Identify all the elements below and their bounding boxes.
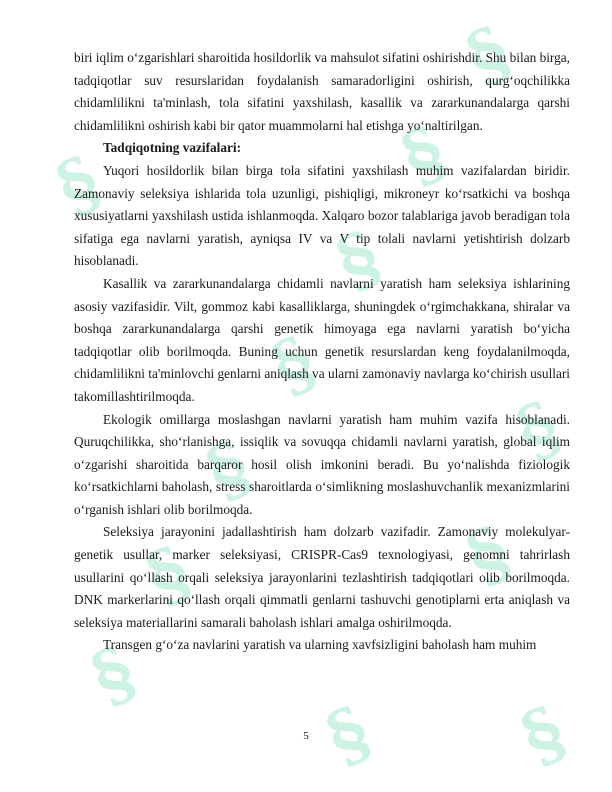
watermark-icon: §: [133, 529, 203, 620]
section-heading: Tadqiqotning vazifalari:: [103, 140, 242, 156]
watermark-icon: §: [508, 689, 578, 780]
paragraph-breeding-acceleration: Seleksiya jarayonini jadallashtirish ham dolzarb vazifadir. Zamonaviy molekulyar-genetik usullar, marker seleksiyasi, CRISPR-Cas9 texnologiyasi, genomni tahrirlash usullarini qo‘llash orqali seleksiya jarayonlarini tezlashtirish tadqiqotlari olib borilmoqda. DNK markerlarini qo‘llash orqali qimmatli genlarni tashuvchi genotiplarni erta aniqlash va seleksiya materiallarini samarali baholash ishlari amalga oshirilmoqda.: [74, 524, 570, 630]
watermark-icon: §: [503, 384, 573, 475]
watermark-icon: §: [323, 214, 393, 305]
watermark-icon: §: [43, 139, 113, 230]
document-body: [74, 47, 573, 657]
watermark-icon: §: [453, 9, 523, 100]
paragraph-ecological-adaptation: Ekologik omillarga moslashgan navlarni yaratish ham muhim vazifa hisoblanadi. Quruqchilikka, sho‘rlanishga, issiqlik va sovuqqa chidamli navlarni yaratish, global iqlim o‘zgarishi sharoitida barqaror hosil olish imkonini beradi. Bu yo‘nalishda fiziologik ko‘rsatkichlarni baholash, stress sharoitlarda o‘simlikning moslashuvchanlik mexanizmlarini o‘rganish ishlari olib borilmoqda.: [74, 411, 570, 517]
watermark-icon: §: [78, 629, 148, 720]
watermark-icon: §: [453, 509, 523, 600]
paragraph-transgenic: Transgen g‘o‘za navlarini yaratish va ularning xavfsizligini baholash ham muhim: [103, 637, 537, 653]
paragraph-disease-resistance: Kasallik va zararkunandalarga chidamli navlarni yaratish ham seleksiya ishlarining asosiy vazifasidir. Vilt, gommoz kabi kasalliklarga, shuningdek o‘rgimchakkana, shiralar va boshqa zararkunandalarga qarshi genetik himoyaga ega navlarni yaratish bo‘yicha tadqiqotlar olib borilmoqda. Buning uchun genetik resurslardan keng foydalanilmoqda, chidamlilikni ta'minlovchi genlarni aniqlash va ularni zamonaviy navlarga ko‘chirish usullari takomillashtirilmoqda.: [74, 275, 570, 404]
watermark-icon: §: [388, 109, 458, 200]
watermark-icon: §: [313, 689, 383, 780]
page-number: 5: [303, 730, 309, 742]
paragraph-intro-continuation: biri iqlim o‘zgarishlari sharoitida hosildorlik va mahsulot sifatini oshirishdir. Shu bilan birga, tadqiqotlar suv resurslaridan foydalanish samaradorligini oshirish, qurg‘oqchilikka chidamlilikni ta'minlash, tola sifatini yaxshilash, kasallik va zararkunandalarga qarshi chidamlilikni oshirish kabi bir qator muammolarni hal etishga yo‘naltirilgan.: [74, 50, 570, 133]
paragraph-fiber-quality: Yuqori hosildorlik bilan birga tola sifatini yaxshilash muhim vazifalardan biridir. Zamonaviy seleksiya ishlarida tola uzunligi, pishiqligi, mikroneyr ko‘rsatkichi va boshqa xususiyatlarni yaxshilash ustida ishlanmoqda. Xalqaro bozor talablariga javob beradigan tola sifatiga ega navlarni yaratish, ayniqsa IV va V tip tolali navlarni yetishtirish dolzarb hisoblanadi.: [74, 162, 570, 269]
watermark-icon: §: [193, 424, 263, 515]
watermark-icon: §: [258, 319, 328, 410]
